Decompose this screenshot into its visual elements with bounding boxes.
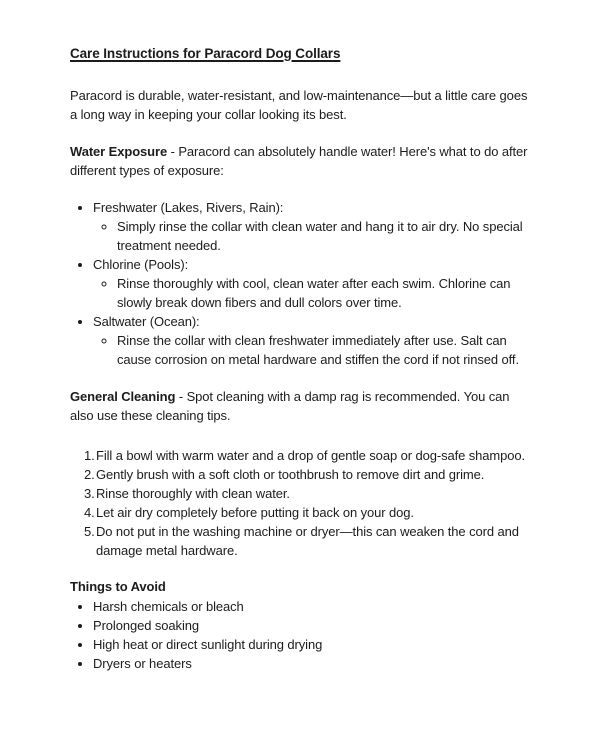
list-item-detail: ◦ Rinse thoroughly with cool, clean water after each swim. Chlorine can slowly break down fibers and dull colors over time. [117,274,532,312]
sub-list [93,274,532,312]
step-item: Rinse thoroughly with clean water. [96,486,290,501]
list-item-detail: ◦ Rinse the collar with clean freshwater immediately after use. Salt can cause corrosion on metal hardware and stiffen the cord if not rinsed off. [117,331,532,369]
water-exposure-list [70,198,532,369]
list-item-detail: ◦ Simply rinse the collar with clean water and hang it to air dry. No special treatment needed. [117,217,532,255]
water-exposure-paragraph [70,142,532,180]
general-cleaning-paragraph [70,387,532,425]
list-item-label: Chlorine (Pools): [93,257,189,272]
water-exposure-lead: - Paracord can absolutely handle water! Here's what to do after different types of exposure: [70,144,528,178]
list-item-freshwater [93,198,532,255]
intro-paragraph: Paracord is durable, water-resistant, and low-maintenance—but a little care goes a long way in keeping your collar looking its best. [70,88,528,122]
list-item: • Prolonged soaking [93,616,532,635]
general-cleaning-heading: General Cleaning [70,389,176,404]
list-item: • Harsh chemicals or bleach [93,597,532,616]
list-item-label: Freshwater (Lakes, Rivers, Rain): [93,200,284,215]
step-item: Do not put in the washing machine or dryer—this can weaken the cord and damage metal hardware. [96,524,519,558]
sub-list [93,217,532,255]
cleaning-steps-list [70,446,532,560]
general-cleaning-lead: - Spot cleaning with a damp rag is recommended. You can also use these cleaning tips. [70,389,510,423]
step-item: Gently brush with a soft cloth or toothbrush to remove dirt and grime. [96,467,485,482]
list-item-chlorine [93,255,532,312]
list-item-saltwater [93,312,532,369]
list-item: • High heat or direct sunlight during drying [93,635,532,654]
water-exposure-heading: Water Exposure [70,144,168,159]
list-item-label: Saltwater (Ocean): [93,314,200,329]
step-item: Fill a bowl with warm water and a drop of gentle soap or dog-safe shampoo. [96,448,526,463]
things-to-avoid-heading: Things to Avoid [70,579,166,594]
list-item: • Dryers or heaters [93,654,532,673]
page-title: Care Instructions for Paracord Dog Collars [70,46,341,61]
sub-list [93,331,532,369]
step-item: Let air dry completely before putting it back on your dog. [96,505,414,520]
things-to-avoid-list [70,597,532,673]
